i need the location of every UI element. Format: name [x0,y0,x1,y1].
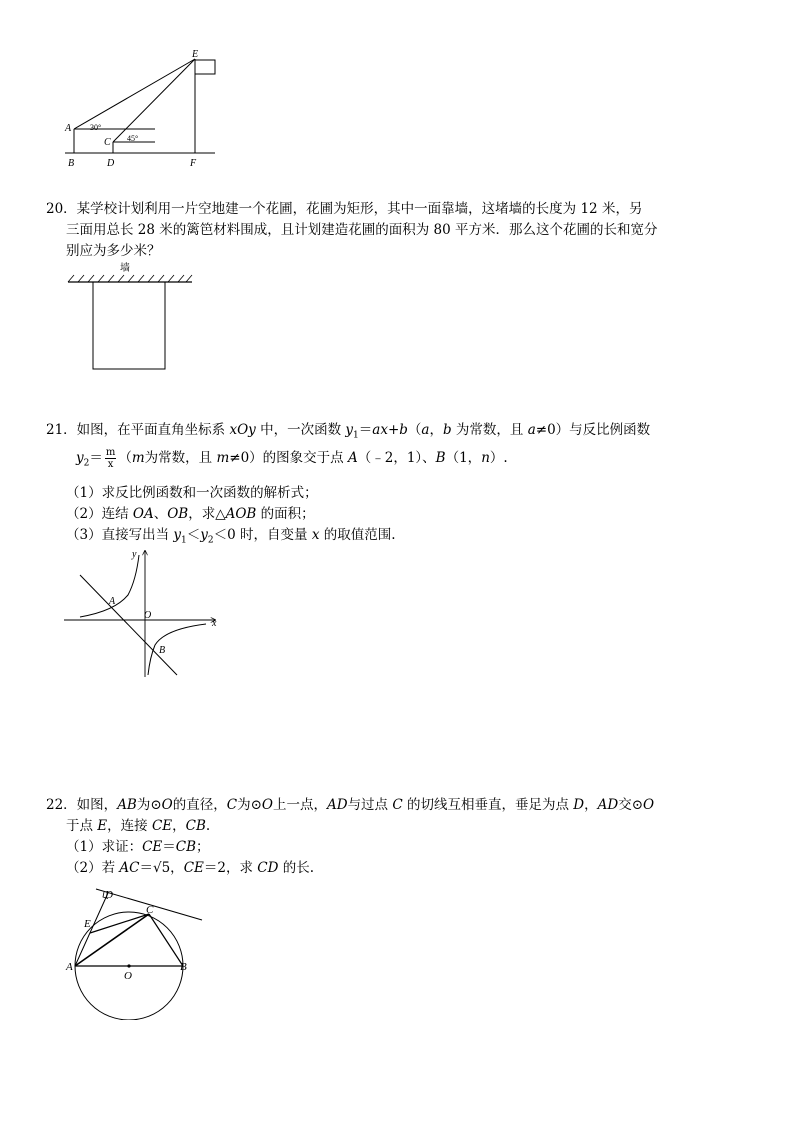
label-d: D [107,158,115,169]
garden-rectangle [93,282,165,369]
q20-line3: 别应为多少米？ [66,243,161,259]
point-d-label: D [105,889,113,901]
q21-line2: $y_2=$ $\frac{m}{x}$ （m为常数，且 m≠0）的图象交于点 A（﹣2，1）、B（1，n）. [76,447,508,470]
point-b-label: B [180,961,187,973]
q21-part1: （1）求反比例函数和一次函数的解析式； [66,485,318,501]
building-box [195,60,215,74]
center-point [127,964,130,967]
hyperbola-branch-4 [148,624,206,675]
q21-line1: 21．如图，在平面直角坐标系 xOy 中，一次函数 $y_1=ax+b(a$，b 为常数，且 a≠0）与反比例函数 [46,422,651,441]
wall-hatching [68,275,192,282]
point-a-label: A [109,596,116,607]
angle-a-label: 30° [90,123,102,132]
q22-line2: 于点 E，连接 CE，CB. [66,818,211,834]
wall-label: 墙 [120,263,130,274]
q21-part3: （3）直接写出当 $y_1<y_2<0$ 时，自变量 x 的取值范围. [66,527,396,546]
segment-cb [149,914,183,966]
q20-line2: 三面用总长 28 米的篱笆材料围成，且计划建造花圃的面积为 80 平方米．那么这个花圃的长和宽分 [66,222,658,238]
label-a: A [65,123,72,134]
origin-label: O [144,610,152,621]
angle-c-label: 45° [127,134,139,143]
q21-part2: （2）连结 OA、OB，求△AOB 的面积； [66,506,315,522]
q22-figure [62,880,207,1020]
fraction-m-over-x: $\frac{m}{x}$ [105,447,116,470]
y-axis-label: y [132,549,137,560]
point-e-label: E [84,918,91,930]
label-f: F [190,158,197,169]
q22-part2: （2）若 AC＝√5，CE＝2，求 CD 的长. [66,860,315,876]
q22-part1: （1）求证：CE＝CB； [66,839,210,855]
point-b-label: B [159,645,166,656]
point-o-label: O [124,970,132,982]
hyperbola-branch-2 [80,555,139,617]
q22-line1: 22．如图，AB为⊙O的直径，C为⊙O上一点，AD与过点 C 的切线互相垂直，垂足为点 D，AD交⊙O [46,797,655,813]
sightline-ae [74,59,195,129]
point-c-label: C [146,904,154,916]
q21-figure [60,545,225,680]
q20-line1: 20．某学校计划利用一片空地建一个花圃，花圃为矩形，其中一面靠墙，这堵墙的长度为 12 米，另 [46,201,643,217]
q20-figure [60,258,200,373]
linear-function-line [80,575,177,675]
point-a-label: A [66,961,73,973]
sightline-ce [113,59,195,142]
label-b: B [68,158,75,169]
label-c: C [104,137,111,148]
x-axis-label: x [212,618,217,629]
label-e: E [192,49,199,60]
q19-figure [55,45,235,175]
segment-ce [90,914,149,933]
